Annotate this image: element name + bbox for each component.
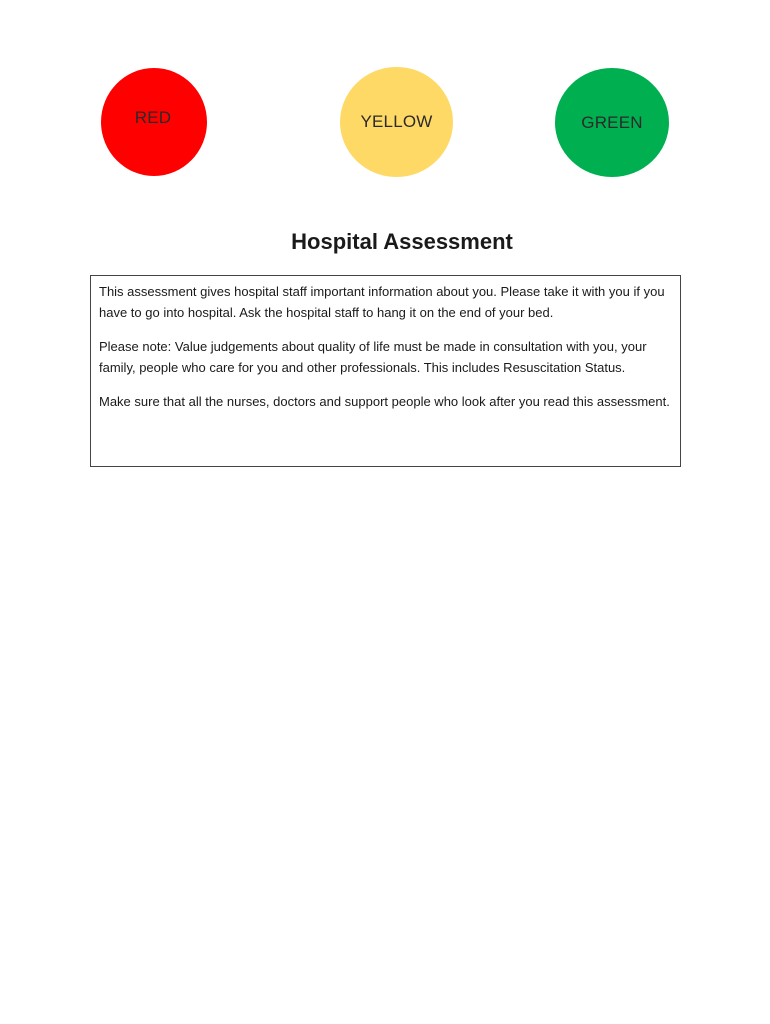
info-paragraph-intro: This assessment gives hospital staff important information about you. Please take it with you if you have to go into hospital. Ask the hospital staff to hang it on the end of your bed. <box>99 284 665 320</box>
information-box <box>90 275 681 467</box>
page-title: Hospital Assessment <box>291 229 513 254</box>
green-indicator-label: GREEN <box>581 112 643 132</box>
yellow-indicator-circle <box>340 67 453 177</box>
yellow-indicator-label: YELLOW <box>360 112 433 131</box>
info-paragraph-note: Please note: Value judgements about quality of life must be made in consultation with you, your family, people who care for you and other professionals. This includes Resuscitation Status. <box>99 339 647 375</box>
red-indicator-circle <box>101 68 207 176</box>
red-indicator-label: RED <box>134 108 172 127</box>
info-paragraph-instructions: Make sure that all the nurses, doctors and support people who look after you read this assessment. <box>99 394 670 409</box>
green-indicator-circle <box>555 68 669 177</box>
